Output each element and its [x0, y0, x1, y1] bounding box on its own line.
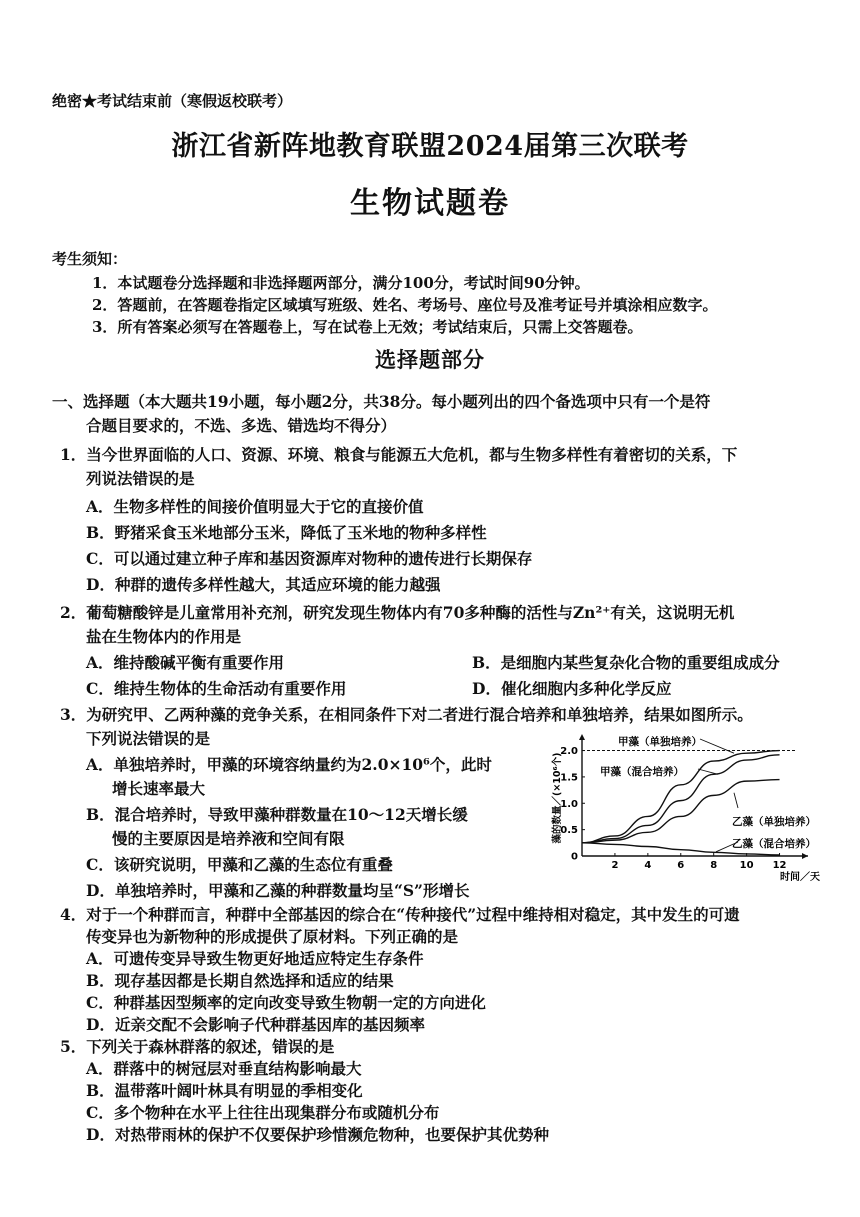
y-tick-label: 0	[571, 851, 578, 863]
x-tick-label: 12	[772, 860, 787, 871]
part-instructions: 一、选择题（本大题共19小题，每小题2分，共38分。每小题列出的四个备选项中只有一个是符	[52, 392, 711, 411]
question-2-stem: 2．葡萄糖酸锌是儿童常用补充剂，研究发现生物体内有70多种酶的活性与Zn²⁺有关，这说明无机	[60, 603, 735, 622]
x-tick-label: 8	[710, 860, 718, 871]
question-3-option-b: 慢的主要原因是培养液和空间有限	[112, 829, 345, 848]
question-3-option-b: B．混合培养时，导致甲藻种群数量在10～12天增长缓	[86, 805, 468, 824]
question-1-stem: 1．当今世界面临的人口、资源、环境、粮食与能源五大危机，都与生物多样性有着密切的关系，下	[60, 445, 738, 464]
question-5-option-b: B．温带落叶阔叶林具有明显的季相变化	[86, 1081, 363, 1100]
x-tick-label: 6	[677, 860, 685, 871]
x-tick-label: 2	[611, 860, 619, 871]
x-tick-label: 10	[739, 860, 754, 871]
y-tick-label: 1.0	[560, 798, 578, 810]
question-3-stem: 3．为研究甲、乙两种藻的竞争关系，在相同条件下对二者进行混合培养和单独培养，结果如图所示。	[60, 705, 753, 724]
y-tick-label: 2.0	[560, 746, 578, 758]
exam-subtitle: 生物试题卷	[350, 186, 510, 221]
notice-heading: 考生须知：	[52, 250, 128, 268]
series-leader-2	[698, 769, 718, 774]
series-leader-3	[734, 793, 738, 808]
question-4-option-c: C．种群基因型频率的定向改变导致生物朝一定的方向进化	[86, 993, 486, 1012]
question-3-stem: 下列说法错误的是	[86, 729, 211, 748]
x-axis-label: 时间／天	[780, 872, 820, 883]
question-4-stem: 4．对于一个种群而言，种群中全部基因的综合在“传种接代”过程中维持相对稳定，其中发生的可遗	[60, 905, 740, 924]
question-1-option-d: D．种群的遗传多样性越大，其适应环境的能力越强	[86, 575, 441, 594]
series-line-1	[582, 751, 780, 843]
question-4-stem: 传变异也为新物种的形成提供了原材料。下列正确的是	[86, 927, 459, 946]
series-line-3	[582, 780, 780, 843]
notice-item: 3．所有答案必须写在答题卷上，写在试卷上无效；考试结束后，只需上交答题卷。	[92, 318, 643, 336]
question-3-option-a: 增长速率最大	[112, 779, 206, 798]
x-axis-arrow	[802, 853, 808, 859]
question-1-stem: 列说法错误的是	[86, 469, 195, 488]
series-leader-1	[700, 739, 734, 753]
question-5-option-d: D．对热带雨林的保护不仅要保护珍惜濒危物种，也要保护其优势种	[86, 1125, 549, 1144]
series-label-1: 甲藻（单独培养）	[618, 736, 702, 748]
series-label-4: 乙藻（混合培养）	[732, 838, 816, 850]
question-2-option-a: A．维持酸碱平衡有重要作用	[86, 653, 285, 672]
question-2-option-b: B．是细胞内某些复杂化合物的重要组成成分	[472, 653, 780, 672]
question-2-stem: 盐在生物体内的作用是	[86, 627, 242, 646]
y-tick-label: 1.5	[560, 772, 578, 784]
question-3-option-c: C．该研究说明，甲藻和乙藻的生态位有重叠	[86, 855, 393, 874]
series-label-2: 甲藻（混合培养）	[600, 766, 684, 778]
exam-title: 浙江省新阵地教育联盟2024届第三次联考	[171, 131, 689, 162]
y-tick-label: 0.5	[560, 825, 578, 837]
confidential-mark: 绝密★考试结束前（寒假返校联考）	[52, 92, 293, 110]
y-axis-label: 藻的数量／(×10⁶个)	[552, 752, 563, 844]
question-2-option-c: C．维持生物体的生命活动有重要作用	[86, 679, 347, 698]
algae-growth-chart	[548, 730, 848, 888]
question-3-option-a: A．单独培养时，甲藻的环境容纳量约为2.0×10⁶个，此时	[86, 755, 492, 774]
question-4-option-b: B．现存基因都是长期自然选择和适应的结果	[86, 971, 394, 990]
part-instructions: 合题目要求的，不选、多选、错选均不得分）	[86, 416, 397, 435]
y-axis-arrow	[579, 734, 585, 740]
notice-item: 2．答题前，在答题卷指定区域填写班级、姓名、考场号、座位号及准考证号并填涂相应数字。	[92, 296, 718, 314]
question-1-option-c: C．可以通过建立种子库和基因资源库对物种的遗传进行长期保存	[86, 549, 533, 568]
question-5-option-a: A．群落中的树冠层对垂直结构影响最大	[86, 1059, 362, 1078]
question-5-option-c: C．多个物种在水平上往往出现集群分布或随机分布	[86, 1103, 440, 1122]
section-title: 选择题部分	[375, 347, 485, 372]
question-3-option-d: D．单独培养时，甲藻和乙藻的种群数量均呈“S”形增长	[86, 881, 470, 900]
question-1-option-b: B．野猪采食玉米地部分玉米，降低了玉米地的物种多样性	[86, 523, 487, 542]
question-4-option-d: D．近亲交配不会影响子代种群基因库的基因频率	[86, 1015, 425, 1034]
series-label-3: 乙藻（单独培养）	[732, 816, 816, 828]
question-1-option-a: A．生物多样性的间接价值明显大于它的直接价值	[86, 497, 424, 516]
notice-item: 1．本试题卷分选择题和非选择题两部分，满分100分，考试时间90分钟。	[92, 274, 590, 292]
question-4-option-a: A．可遗传变异导致生物更好地适应特定生存条件	[86, 949, 424, 968]
question-5-stem: 5．下列关于森林群落的叙述，错误的是	[60, 1037, 335, 1056]
question-2-option-d: D．催化细胞内多种化学反应	[472, 679, 672, 698]
x-tick-label: 4	[644, 860, 652, 871]
